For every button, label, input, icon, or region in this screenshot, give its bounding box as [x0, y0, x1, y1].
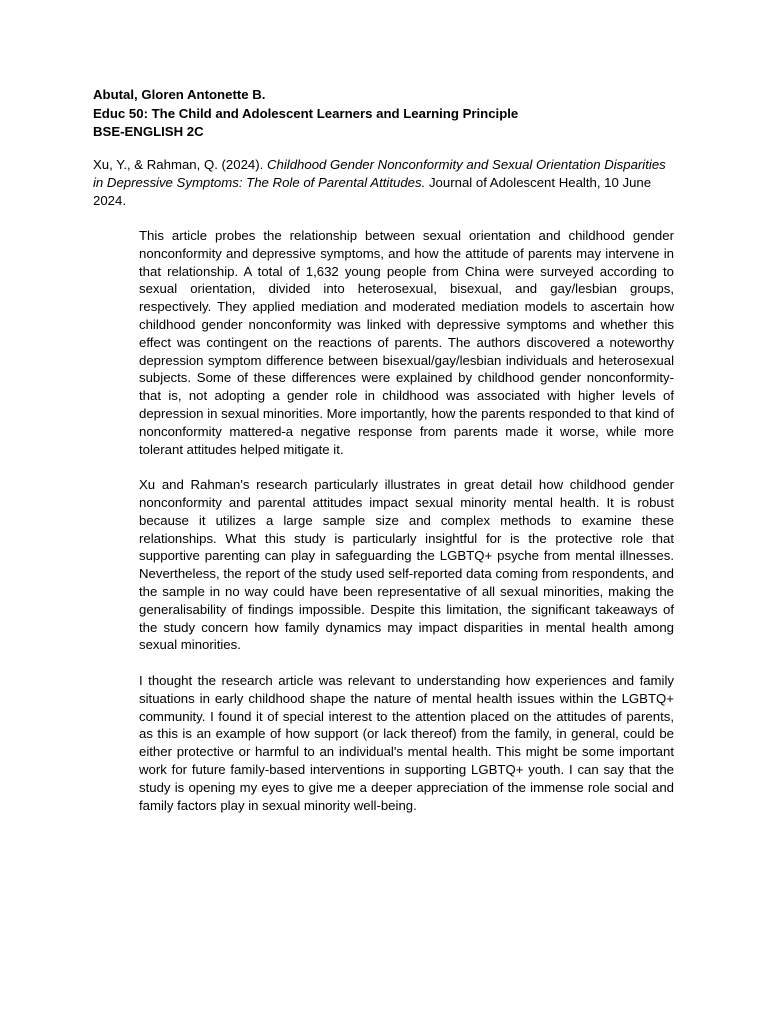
citation-source: Journal of Adolescent Health, 10 June 2024.	[93, 175, 652, 208]
critique-paragraph: Xu and Rahman's research particularly illustrates in great detail how childhood gender nonconformity and parental attitudes impact sexual minority mental health. It is robust because it utilizes a large sample size and complex methods to examine these relationships. What this study is particularly insightful for is the protective role that supportive parenting can play in safeguarding the LGBTQ+ psyche from mental illnesses. Nevertheless, the report of the study used self-reported data coming from respondents, and the sample in no way could have been representative of all sexual minorities, making the generalisability of findings impossible. Despite this limitation, the significant takeaways of the study concern how family dynamics may impact disparities in mental health among sexual minorities.	[139, 477, 674, 653]
reflection-paragraph: I thought the research article was relevant to understanding how experiences and family situations in early childhood shape the nature of mental health issues within the LGBTQ+ community. I found it of special interest to the attention placed on the attitudes of parents, as this is an example of how support (or lack thereof) from the family, in general, could be either protective or harmful to an individual's mental health. This might be some important work for future family-based interventions in supporting LGBTQ+ youth. I can say that the study is opening my eyes to give me a deeper appreciation of the immense role social and family factors play in sexual minority well-being.	[139, 672, 674, 813]
document-header	[93, 86, 683, 142]
review-body	[139, 227, 674, 832]
section-name: BSE-ENGLISH 2C	[93, 124, 204, 139]
reference-citation	[93, 156, 673, 210]
citation-title: Childhood Gender Nonconformity and Sexual Orientation Disparities in Depressive Symptoms: The Role of Parental Attitudes.	[93, 157, 666, 190]
course-title: Educ 50: The Child and Adolescent Learners and Learning Principle	[93, 105, 519, 121]
author-name: Abutal, Gloren Antonette B.	[93, 87, 266, 102]
summary-paragraph: This article probes the relationship between sexual orientation and childhood gender nonconformity and depressive symptoms, and how the attitude of parents may intervene in that relationship. A total of 1,632 young people from China were surveyed according to sexual orientation, divided into heterosexual, bisexual, and gay/lesbian groups, respectively. They applied mediation and moderated mediation models to ascertain how childhood gender nonconformity was linked with depressive symptoms and whether this effect was contingent on the reactions of parents. The authors discovered a noteworthy depression symptom difference between bisexual/gay/lesbian individuals and heterosexual subjects. Some of these differences were explained by childhood gender nonconformity-that is, not adopting a gender role in childhood was associated with higher levels of depression in sexual minorities. More importantly, how the parents responded to that kind of nonconformity mattered-a negative response from parents made it worse, while more tolerant attitudes helped mitigate it.	[139, 228, 674, 457]
citation-authors-year: Xu, Y., & Rahman, Q. (2024).	[93, 157, 264, 172]
